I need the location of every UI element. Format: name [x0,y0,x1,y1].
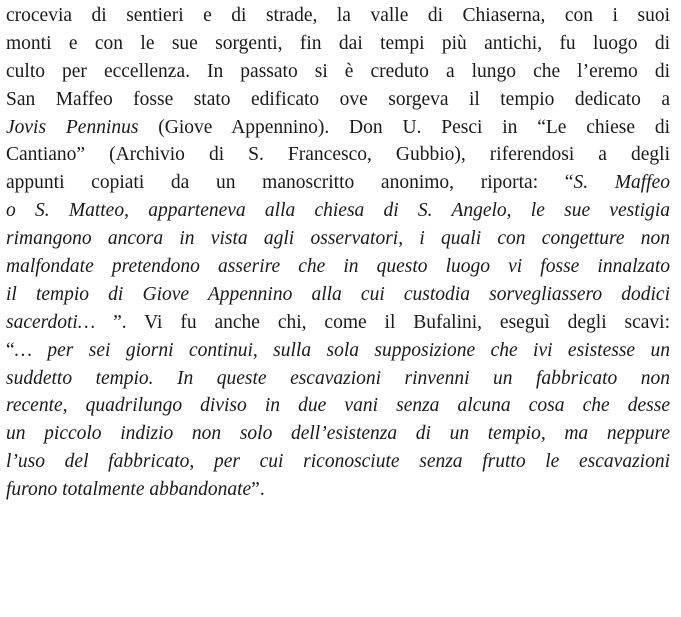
italic-text-segment: un piccolo indizio non solo dell’esistenza di un tempio, ma neppure [6,423,670,445]
text-segment: (Giove Appennino). Don U. Pesci in “Le chiese di [138,116,670,138]
text-line [6,365,670,393]
text-line [6,2,670,30]
text-segment: culto per eccellenza. In passato si è creduto a lungo che l’eremo di [6,60,670,82]
italic-text-segment: furono totalmente abbandonate [6,479,252,501]
italic-text-segment: suddetto tempio. In queste escavazioni rinvenni un fabbricato non [6,367,670,389]
text-line [6,281,670,309]
text-line [6,58,670,86]
text-line [6,114,670,142]
text-line [6,392,670,420]
text-segment: Cantiano” (Archivio di S. Francesco, Gubbio), riferendosi a degli [6,144,670,166]
text-segment: San Maffeo fosse stato edificato ove sorgeva il tempio dedicato a [6,88,670,110]
document-body [6,2,670,504]
text-line [6,169,670,197]
italic-text-segment: recente, quadrilungo diviso in due vani senza alcuna cosa che desse [6,395,670,417]
text-segment: appunti copiati da un manoscritto anonimo, riporta: “ [6,172,574,194]
text-segment: “ [6,339,15,361]
italic-text-segment: … per sei giorni continui, sulla sola supposizione che ivi esistesse un [14,339,670,361]
text-line [6,141,670,169]
italic-text-segment: Jovis Penninus [6,116,139,138]
text-line [6,30,670,58]
text-line [6,337,670,365]
text-line [6,197,670,225]
italic-text-segment: o S. Matteo, apparteneva alla chiesa di S. Angelo, le sue vestigia [6,200,670,222]
text-segment: ”. Vi fu anche chi, come il Bufalini, eseguì degli scavi: [95,311,670,333]
text-line [6,253,670,281]
italic-text-segment: malfondate pretendono asserire che in questo luogo vi fosse innalzato [6,256,670,278]
italic-text-segment: rimangono ancora in vista agli osservatori, i quali con congetture non [6,228,670,250]
text-line [6,225,670,253]
text-line [6,476,670,504]
text-segment: monti e con le sue sorgenti, fin dai tempi più antichi, fu luogo di [6,32,670,54]
italic-text-segment: sacerdoti… [6,311,96,333]
italic-text-segment: l’uso del fabbricato, per cui riconosciute senza frutto le escavazioni [6,451,670,473]
text-line [6,309,670,337]
text-line [6,448,670,476]
paragraph [6,2,670,504]
text-segment: ”. [251,479,265,501]
italic-text-segment: S. Maffeo [573,172,670,194]
text-line [6,86,670,114]
italic-text-segment: il tempio di Giove Appennino alla cui custodia sorvegliassero dodici [6,283,670,305]
text-line [6,420,670,448]
text-segment: crocevia di sentieri e di strade, la valle di Chiaserna, con i suoi [6,5,670,26]
